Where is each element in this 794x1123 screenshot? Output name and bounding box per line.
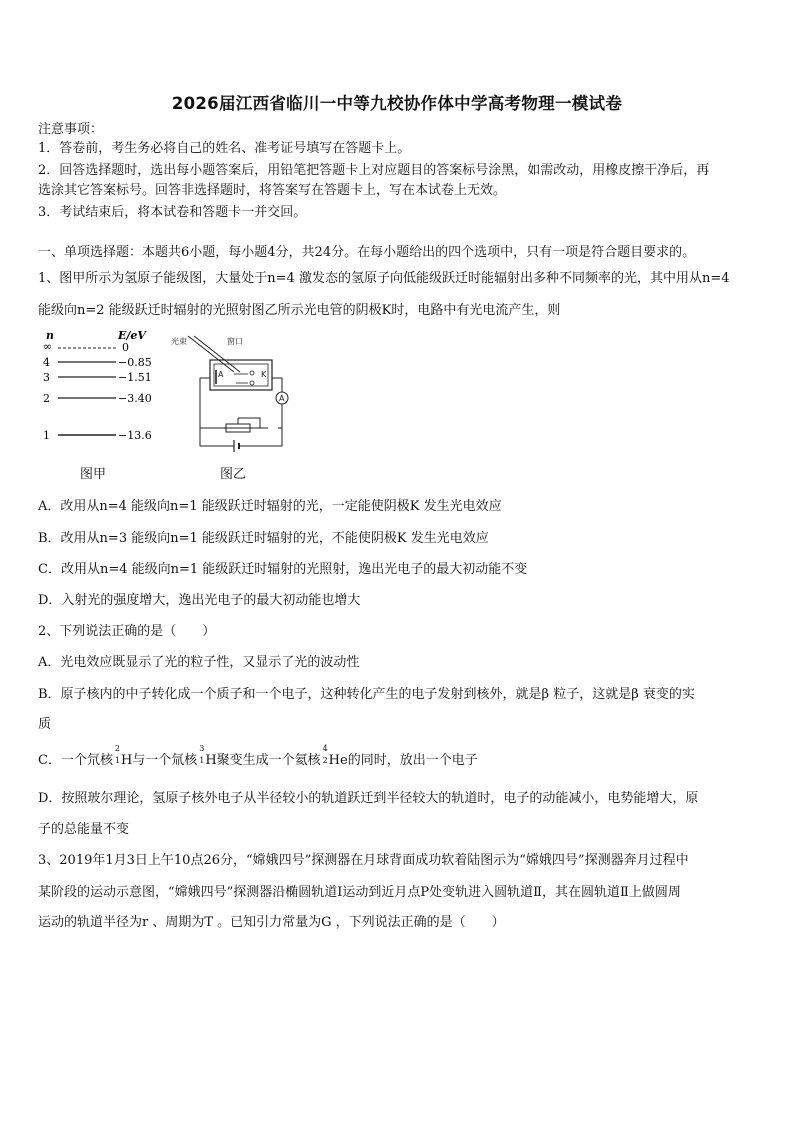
level-n-label: ∞ — [43, 340, 53, 353]
electron-dot — [250, 381, 254, 385]
anode-label: A — [218, 370, 224, 379]
question-1-stem: 1、图甲所示为氢原子能级图，大量处于n=4 激发态的氢原子向低能级跃迁时能辐射出多种不同频率的光，其中用从n=4 — [38, 271, 730, 286]
question-2-option-c — [38, 744, 760, 770]
question-2-option-a: A．光电效应既显示了光的粒子性，又显示了光的波动性 — [38, 655, 360, 670]
level-n-label: 2 — [43, 392, 50, 405]
notice-item: 1．答卷前，考生务必将自己的姓名、准考证号填写在答题卡上。 — [38, 141, 411, 156]
electron-dot — [250, 371, 254, 375]
n-axis-label: n — [46, 329, 54, 342]
question-2-option-d-cont: 子的总能量不变 — [38, 822, 130, 837]
circuit-wire — [238, 418, 260, 428]
level-n-label: 3 — [43, 371, 50, 384]
figure-caption-jia: 图甲 — [80, 467, 107, 482]
ammeter-label: A — [279, 394, 285, 403]
question-1-option-b: B．改用从n=3 能级向n=1 能级跃迁时辐射的光，不能使阴极K 发生光电效应 — [38, 531, 489, 546]
question-2-option-d: D．按照玻尔理论，氢原子核外电子从半径较小的轨道跃迁到半径较大的轨道时，电子的动能减小，电势能增大，原 — [38, 791, 699, 806]
circuit-wire — [200, 428, 234, 446]
beam-label: 光束 — [171, 337, 187, 346]
triton-symbol: 3 1 — [199, 744, 205, 765]
cathode-label: K — [261, 370, 267, 379]
notice-item: 3．考试结束后，将本试卷和答题卡一并交回。 — [38, 205, 307, 220]
notice-item: 2．回答选择题时，选出每小题答案后，用铅笔把答题卡上对应题目的答案标号涂黑，如需改动，用橡皮擦干净后，再 — [38, 163, 710, 178]
nuclide-symbol: He — [328, 753, 348, 768]
option-c-text: 与一个氚核 — [132, 753, 198, 768]
level-energy-label: −3.40 — [118, 392, 152, 405]
notice-heading: 注意事项： — [38, 122, 104, 137]
question-3-stem: 某阶段的运动示意图，“嫦娥四号”探测器沿椭圆轨道Ⅰ运动到近月点P处变轨进入圆轨道Ⅱ，其在圆轨道Ⅱ上做圆周 — [38, 885, 681, 900]
nuclide-symbol: H — [120, 753, 133, 768]
helium-symbol: 4 2 — [322, 744, 328, 765]
question-1-option-c: C．改用从n=4 能级向n=1 能级跃迁时辐射的光照射，逸出光电子的最大初动能不变 — [38, 562, 528, 577]
option-c-text: 聚变生成一个氦核 — [216, 753, 321, 768]
figure-energy-levels-and-phototube — [38, 328, 338, 488]
option-c-text: 的同时，放出一个电子 — [347, 753, 478, 768]
option-c-text: C．一个氘核 — [38, 753, 113, 768]
deuteron-symbol: 2 1 — [114, 744, 120, 765]
question-3-stem: 3、2019年1月3日上午10点26分，“嫦娥四号”探测器在月球背面成功软着陆图示为“嫦娥四号”探测器奔月过程中 — [38, 853, 689, 868]
window-label: 窗口 — [227, 337, 243, 346]
question-2-option-b-cont: 质 — [38, 717, 52, 732]
level-n-label: 1 — [43, 429, 50, 442]
question-1-stem: 能级向n=2 能级跃迁时辐射的光照射图乙所示光电管的阴极K时，电路中有光电流产生，则 — [38, 303, 561, 318]
question-1-option-a: A．改用从n=4 能级向n=1 能级跃迁时辐射的光，一定能使阴极K 发生光电效应 — [38, 499, 502, 514]
energy-level-diagram — [43, 329, 152, 442]
level-n-label: 4 — [43, 356, 50, 369]
nuclide-symbol: H — [205, 753, 217, 768]
question-3-stem: 运动的轨道半径为r 、周期为T 。已知引力常量为G ，下列说法正确的是（ ） — [38, 915, 505, 930]
level-energy-label: −0.85 — [118, 356, 152, 369]
circuit-wire — [278, 404, 282, 428]
page-title: 2026届江西省临川一中等九校协作体中学高考物理一模试卷 — [171, 94, 623, 113]
question-2-stem: 2、下列说法正确的是（ ） — [38, 624, 216, 639]
phototube-circuit — [171, 336, 288, 452]
circuit-wire — [239, 428, 282, 446]
level-energy-label: 0 — [122, 341, 129, 354]
level-energy-label: −1.51 — [118, 371, 152, 384]
question-2-option-b: B．原子核内的中子转化成一个质子和一个电子，这种转化产生的电子发射到核外，就是β 粒子，这就是β 衰变的实 — [38, 687, 695, 702]
circuit-wire — [272, 378, 282, 392]
figure-caption-yi: 图乙 — [220, 467, 247, 482]
energy-axis-label: E/eV — [118, 329, 146, 342]
level-energy-label: −13.6 — [118, 429, 152, 442]
question-1-option-d: D．入射光的强度增大，逸出光电子的最大初动能也增大 — [38, 593, 361, 608]
notice-item: 选涂其它答案标号。回答非选择题时，将答案写在答题卡上，写在本试卷上无效。 — [38, 183, 507, 198]
section-heading: 一、单项选择题：本题共6小题，每小题4分，共24分。在每小题给出的四个选项中，只有一项是符合题目要求的。 — [38, 245, 696, 260]
